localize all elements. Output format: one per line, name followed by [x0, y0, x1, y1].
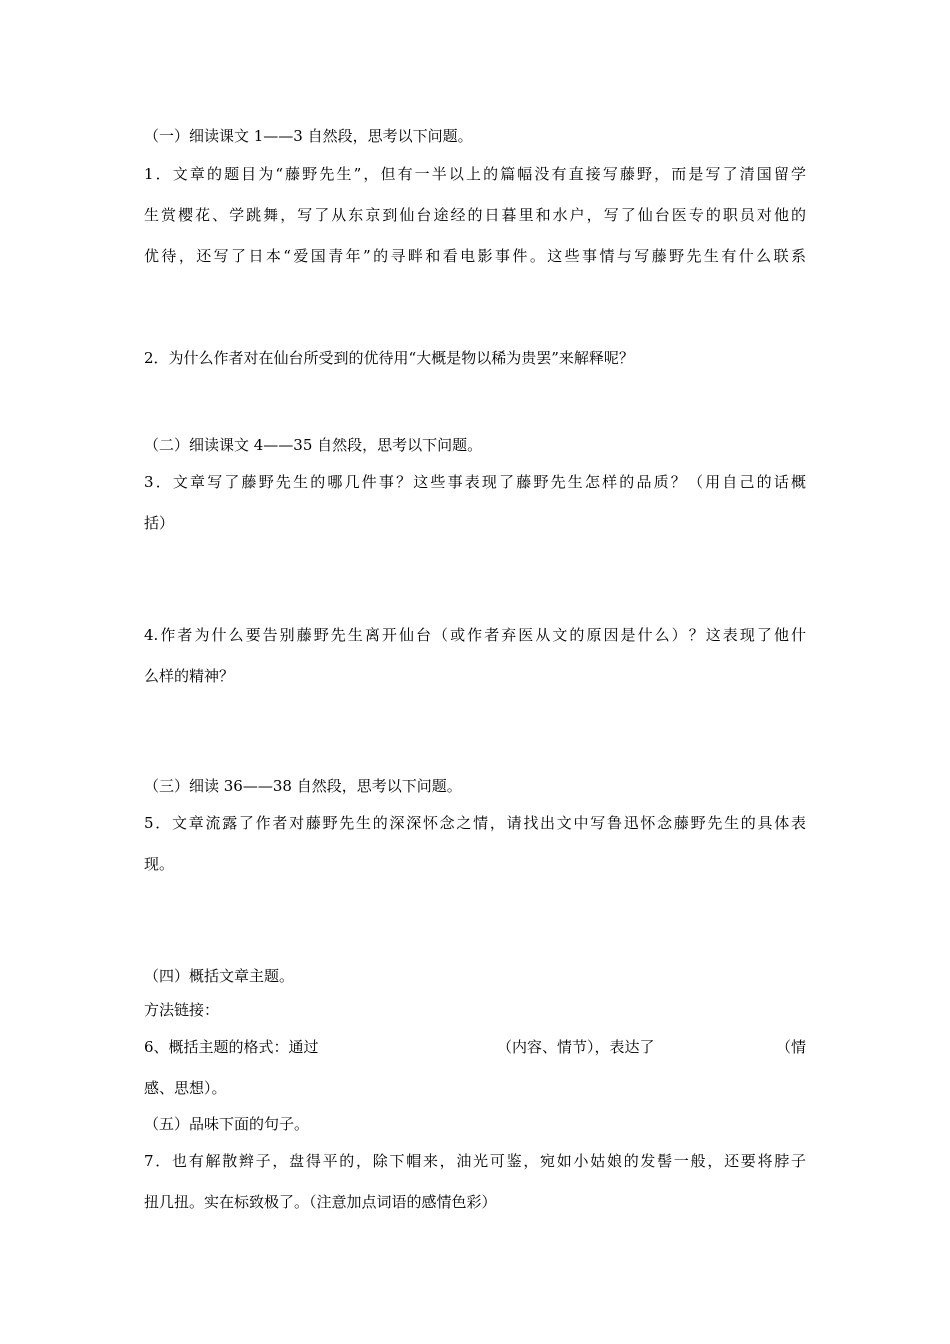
question-6-line-2: 感、思想）。 [144, 1079, 227, 1097]
section-2-heading: （二）细读课文 4——35 自然段，思考以下问题。 [144, 436, 483, 454]
section-3-heading: （三）细读 36——38 自然段，思考以下问题。 [144, 777, 462, 795]
question-6-line-1 [144, 1037, 806, 1057]
section-1-heading: （一）细读课文 1——3 自然段，思考以下问题。 [144, 127, 473, 145]
question-4-line-1: 4.作者为什么要告别藤野先生离开仙台（或作者弃医从文的原因是什么）？这表现了他什 [144, 626, 806, 644]
question-6-middle: （内容、情节），表达了 [497, 1038, 655, 1056]
question-3-line-1: 3．文章写了藤野先生的哪几件事？这些事表现了藤野先生怎样的品质？（用自己的话概 [144, 473, 806, 491]
question-2: 2．为什么作者对在仙台所受到的优待用“大概是物以稀为贵罢”来解释呢？ [144, 349, 634, 367]
question-1-line-1: 1．文章的题目为“藤野先生”，但有一半以上的篇幅没有直接写藤野，而是写了清国留学 [144, 165, 806, 183]
question-1-line-3: 优待，还写了日本“爱国青年”的寻畔和看电影事件。这些事情与写藤野先生有什么联系 [144, 247, 806, 265]
section-5-heading: （五）品味下面的句子。 [144, 1115, 310, 1133]
question-5-line-2: 现。 [144, 855, 175, 873]
question-1-line-2: 生赏樱花、学跳舞，写了从东京到仙台途经的日暮里和水户，写了仙台医专的职员对他的 [144, 206, 806, 224]
question-7-line-1: 7．也有解散辫子，盘得平的，除下帽来，油光可鉴，宛如小姑娘的发髻一般，还要将脖子 [144, 1152, 806, 1170]
method-link: 方法链接： [144, 1001, 220, 1019]
question-3-line-2: 括） [144, 514, 175, 532]
question-6-end: （情 [775, 1038, 806, 1056]
section-4-heading: （四）概括文章主题。 [144, 967, 295, 985]
question-5-line-1: 5．文章流露了作者对藤野先生的深深怀念之情，请找出文中写鲁迅怀念藤野先生的具体表 [144, 814, 806, 832]
question-4-line-2: 么样的精神？ [144, 667, 235, 685]
question-7-line-2: 扭几扭。实在标致极了。（注意加点词语的感情色彩） [144, 1193, 497, 1211]
question-6-label: 6、概括主题的格式：通过 [144, 1038, 319, 1056]
